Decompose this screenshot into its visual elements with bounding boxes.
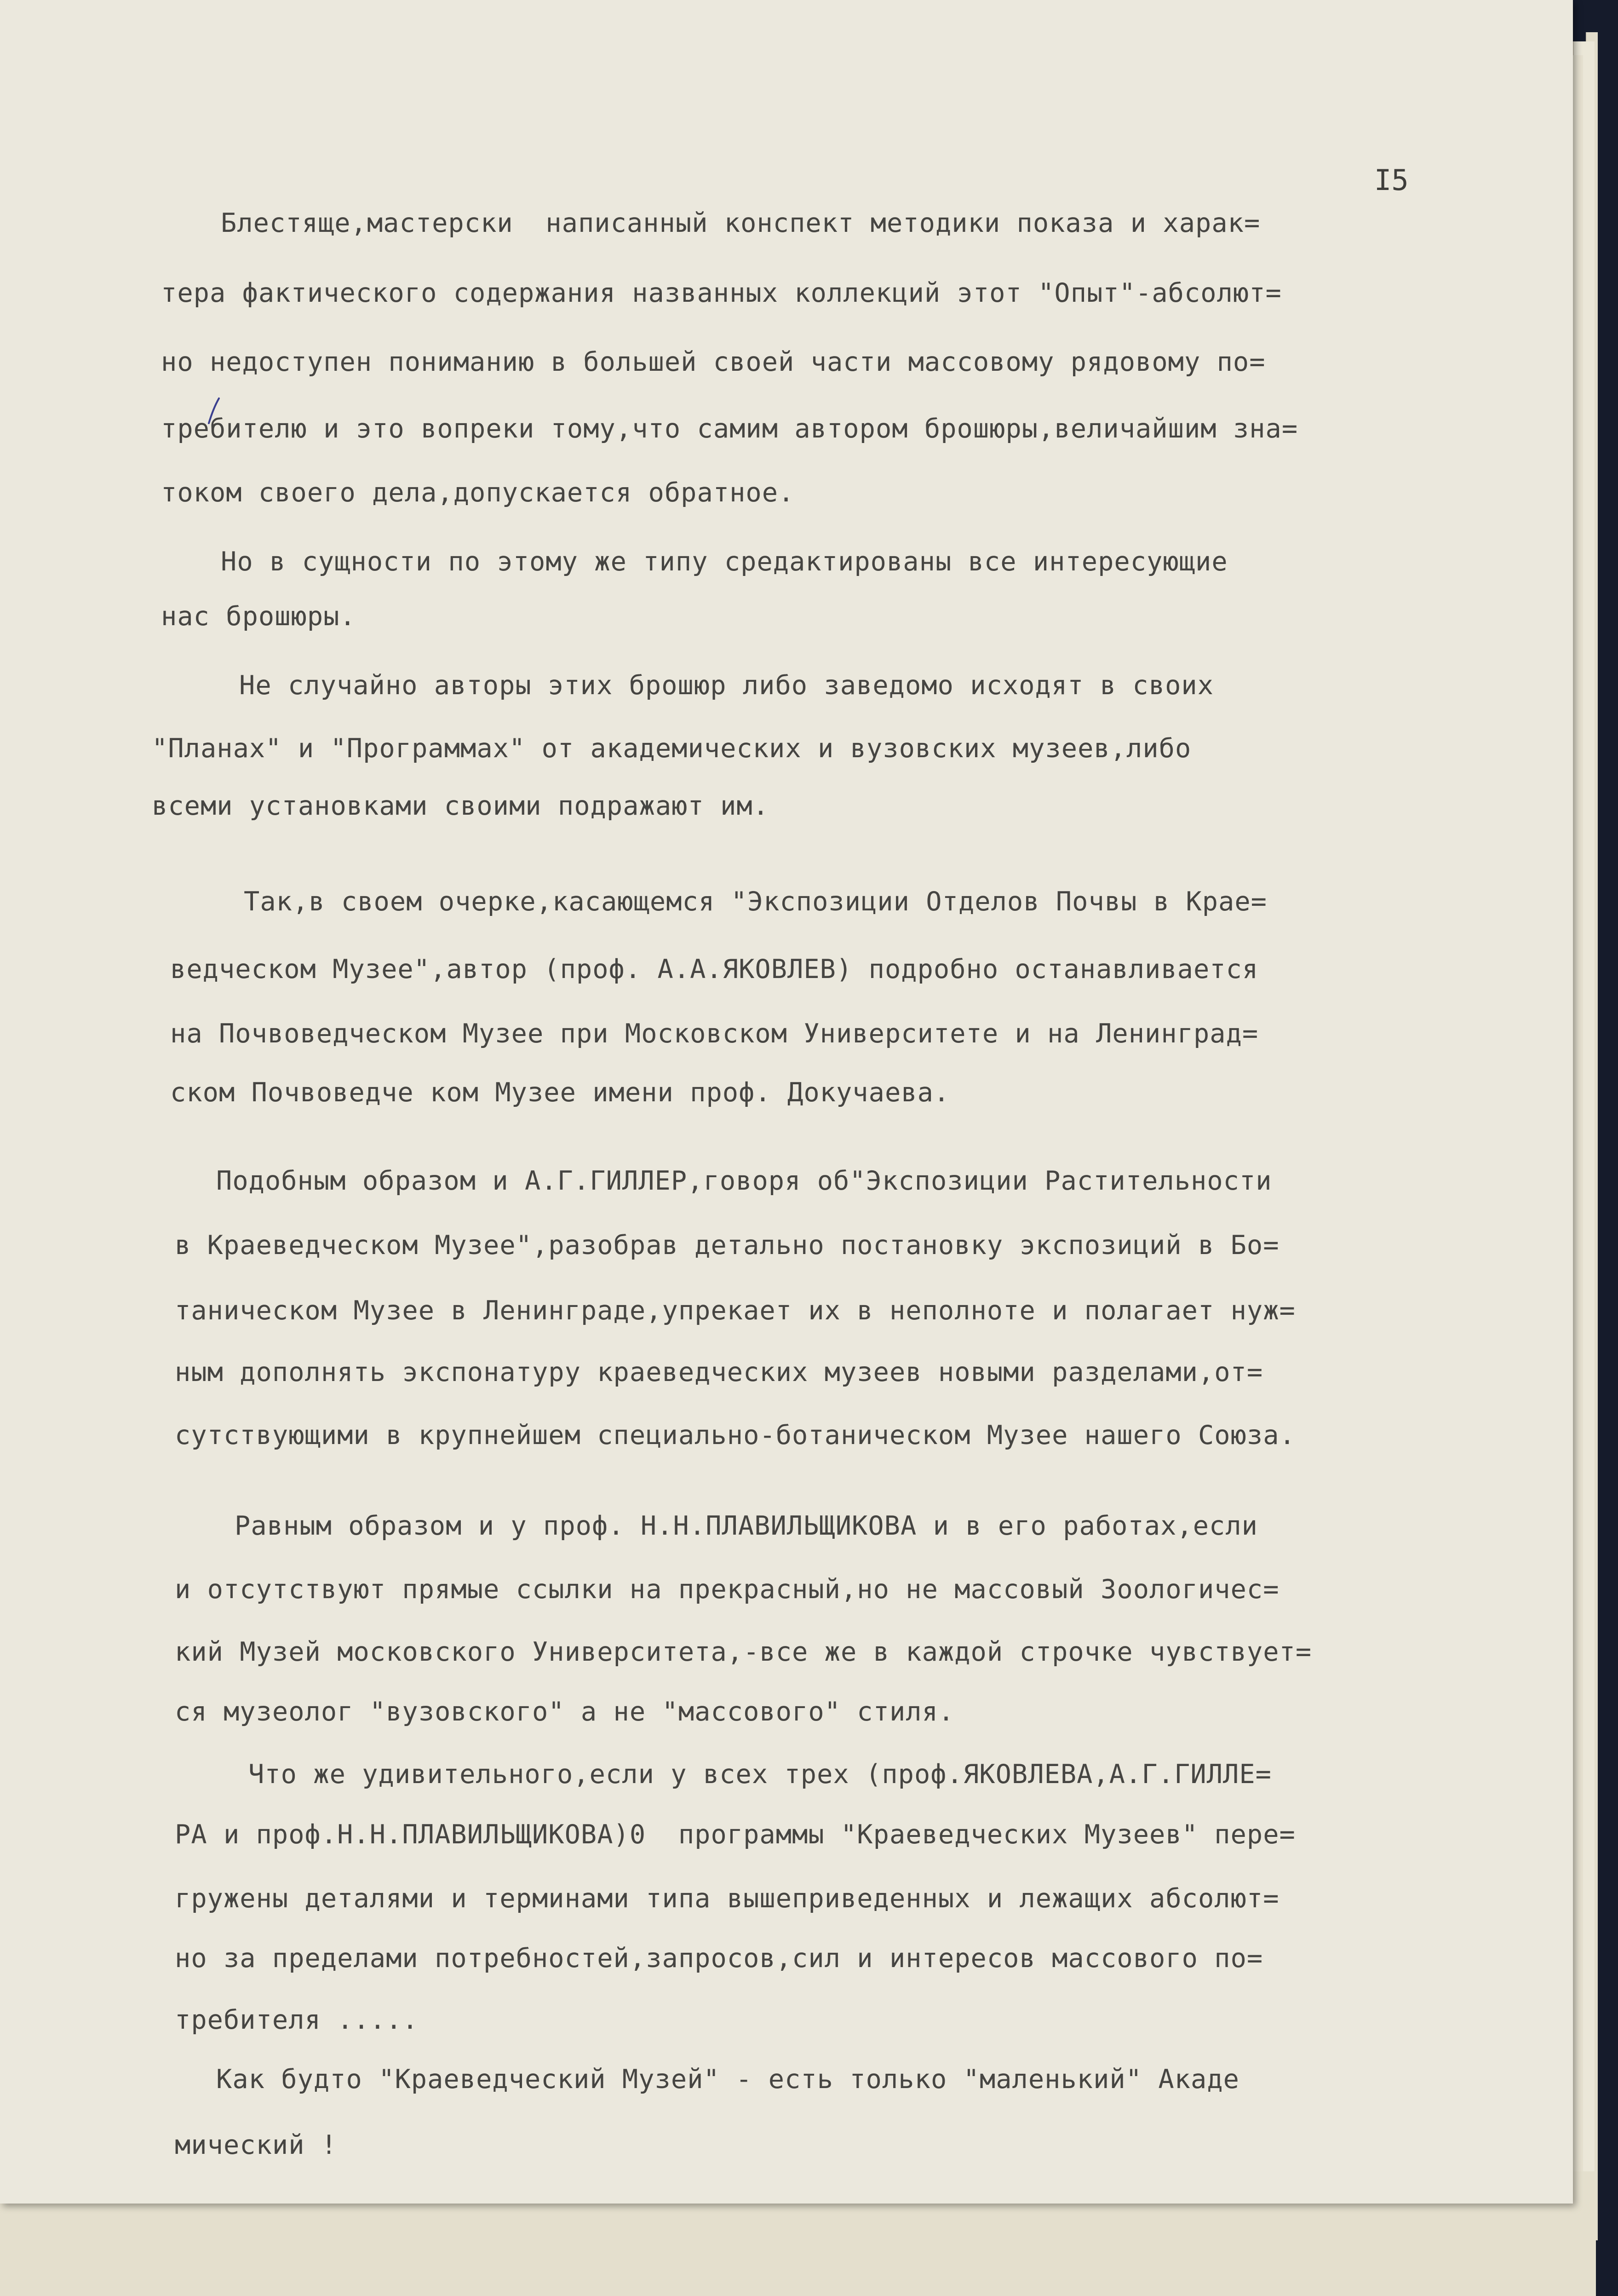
text-line: кий Музей московского Университета,-все же в каждой строчке чувствует= [175,1637,1312,1667]
text-line: Но в сущности по этому же типу средактированы все интересующие [221,547,1228,577]
text-line: "Планах" и "Программах" от академических и вузовских музеев,либо [152,733,1192,764]
text-line: ся музеолог "вузовского" а не "массового" стиля. [175,1697,955,1727]
text-line: требителю и это вопреки тому,что самим автором брошюры,величайшим зна= [161,414,1298,444]
text-line: гружены деталями и терминами типа вышеприведенных и лежащих абсолют= [175,1883,1279,1914]
text-line: Подобным образом и А.Г.ГИЛЛЕР,говоря об"Экспозиции Растительности [216,1166,1272,1196]
text-line: мический ! [175,2130,338,2160]
text-line: всеми установками своими подражают им. [152,791,769,821]
text-line: но недоступен пониманию в большей своей части массовому рядовому по= [161,347,1266,377]
text-line: током своего дела,допускается обратное. [161,478,795,508]
text-line: Блестяще,мастерски написанный конспект методики показа и харак= [221,208,1261,238]
text-line: в Краеведческом Музее",разобрав детально постановку экспозиций в Бо= [175,1230,1279,1260]
text-line: ведческом Музее",автор (проф. А.А.ЯКОВЛЕВ) подробно останавливается [170,954,1259,984]
text-line: нас брошюры. [161,601,356,632]
text-line: и отсутствуют прямые ссылки на прекрасный,но не массовый Зоологичес= [175,1574,1279,1605]
text-line: ным дополнять экспонатуру краеведческих музеев новыми разделами,от= [175,1357,1263,1387]
text-line: РА и проф.Н.Н.ПЛАВИЛЬЩИКОВА)0 программы "Краеведческих Музеев" пере= [175,1819,1296,1850]
text-line: сутствующими в крупнейшем специально-ботаническом Музее нашего Союза. [175,1420,1296,1450]
text-line: Как будто "Краеведческий Музей" - есть только "маленький" Акаде [216,2064,1239,2095]
text-line: Не случайно авторы этих брошюр либо заведомо исходят в своих [239,670,1214,701]
text-line: на Почвоведческом Музее при Московском Университете и на Ленинград= [170,1019,1259,1049]
text-line: тера фактического содержания названных коллекций этот "Опыт"-абсолют= [161,278,1282,308]
text-line: требителя ..... [175,2005,419,2035]
text-line: но за пределами потребностей,запросов,сил и интересов массового по= [175,1943,1263,1974]
page-number: I5 [1374,163,1409,197]
text-line: таническом Музее в Ленинграде,упрекает их в неполноте и полагает нуж= [175,1295,1296,1326]
text-line: Так,в своем очерке,касающемся "Экспозиции Отделов Почвы в Крае= [244,886,1267,917]
text-line: Равным образом и у проф. Н.Н.ПЛАВИЛЬЩИКОВА и в его работах,если [235,1511,1258,1541]
text-line: Что же удивительного,если у всех трех (проф.ЯКОВЛЕВА,А.Г.ГИЛЛЕ= [248,1759,1272,1790]
text-line: ском Почвоведче ком Музее имени проф. Докучаева. [170,1077,950,1108]
